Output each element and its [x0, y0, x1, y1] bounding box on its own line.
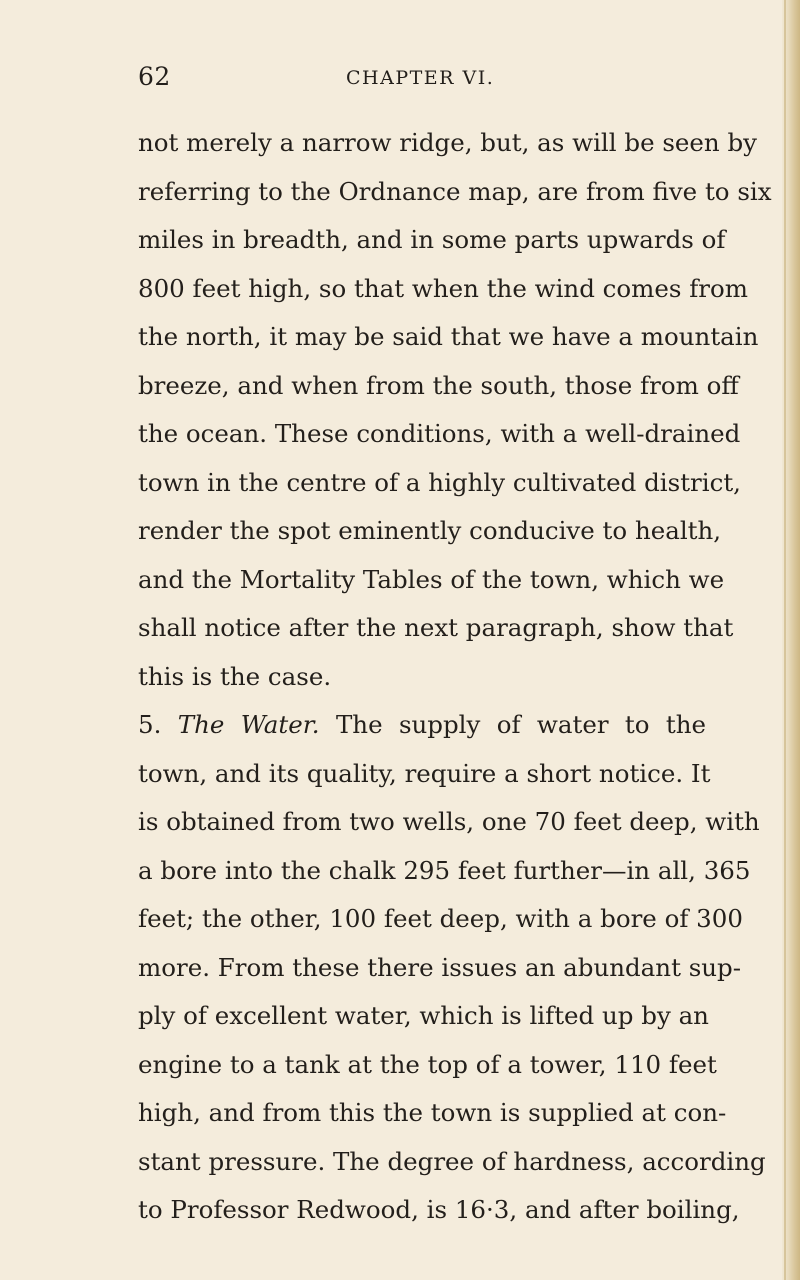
text-line: to Professor Redwood, is 16·3, and after boiling,	[138, 1195, 740, 1224]
section-text: The supply of water to the	[335, 710, 706, 739]
text-line: is obtained from two wells, one 70 feet deep, with	[138, 807, 760, 836]
text-line: shall notice after the next paragraph, show that	[138, 613, 734, 642]
text-line: 800 feet high, so that when the wind comes from	[138, 273, 748, 303]
body-text	[138, 125, 772, 1241]
text-line: referring to the Ordnance map, are from five to six	[138, 176, 772, 206]
text-line: more. From these there issues an abundant sup-	[138, 952, 742, 982]
text-line: feet; the other, 100 feet deep, with a bore of 300	[138, 904, 743, 933]
text-line: high, and from this the town is supplied at con-	[138, 1098, 727, 1127]
text-line: engine to a tank at the top of a tower, 110 feet	[138, 1049, 717, 1079]
text-line: town in the centre of a highly cultivated district,	[138, 467, 741, 497]
section-heading-line	[138, 707, 706, 756]
page-header	[138, 62, 706, 102]
text-line: a bore into the chalk 295 feet further—in all, 365	[138, 855, 751, 885]
section-title: The Water.	[177, 710, 320, 739]
paragraph-end-line: this is the case.	[138, 661, 332, 691]
text-line: the ocean. These conditions, with a well-drained	[138, 419, 741, 448]
page-edge	[784, 0, 786, 1280]
section-number: 5.	[138, 710, 162, 739]
text-line: miles in breadth, and in some parts upwards of	[138, 225, 726, 254]
text-line: not merely a narrow ridge, but, as will be seen by	[138, 128, 758, 157]
text-line: stant pressure. The degree of hardness, according	[138, 1146, 766, 1176]
text-line: the north, it may be said that we have a mountain	[138, 322, 759, 351]
text-line: render the spot eminently conducive to health,	[138, 516, 722, 545]
page-number: 62	[138, 62, 171, 91]
text-line: breeze, and when from the south, those from off	[138, 370, 739, 400]
text-line: town, and its quality, require a short notice. It	[138, 758, 711, 788]
text-line: and the Mortality Tables of the town, which we	[138, 564, 725, 594]
text-line: ply of excellent water, which is lifted up by an	[138, 1001, 709, 1030]
running-head: CHAPTER VI.	[346, 67, 495, 89]
